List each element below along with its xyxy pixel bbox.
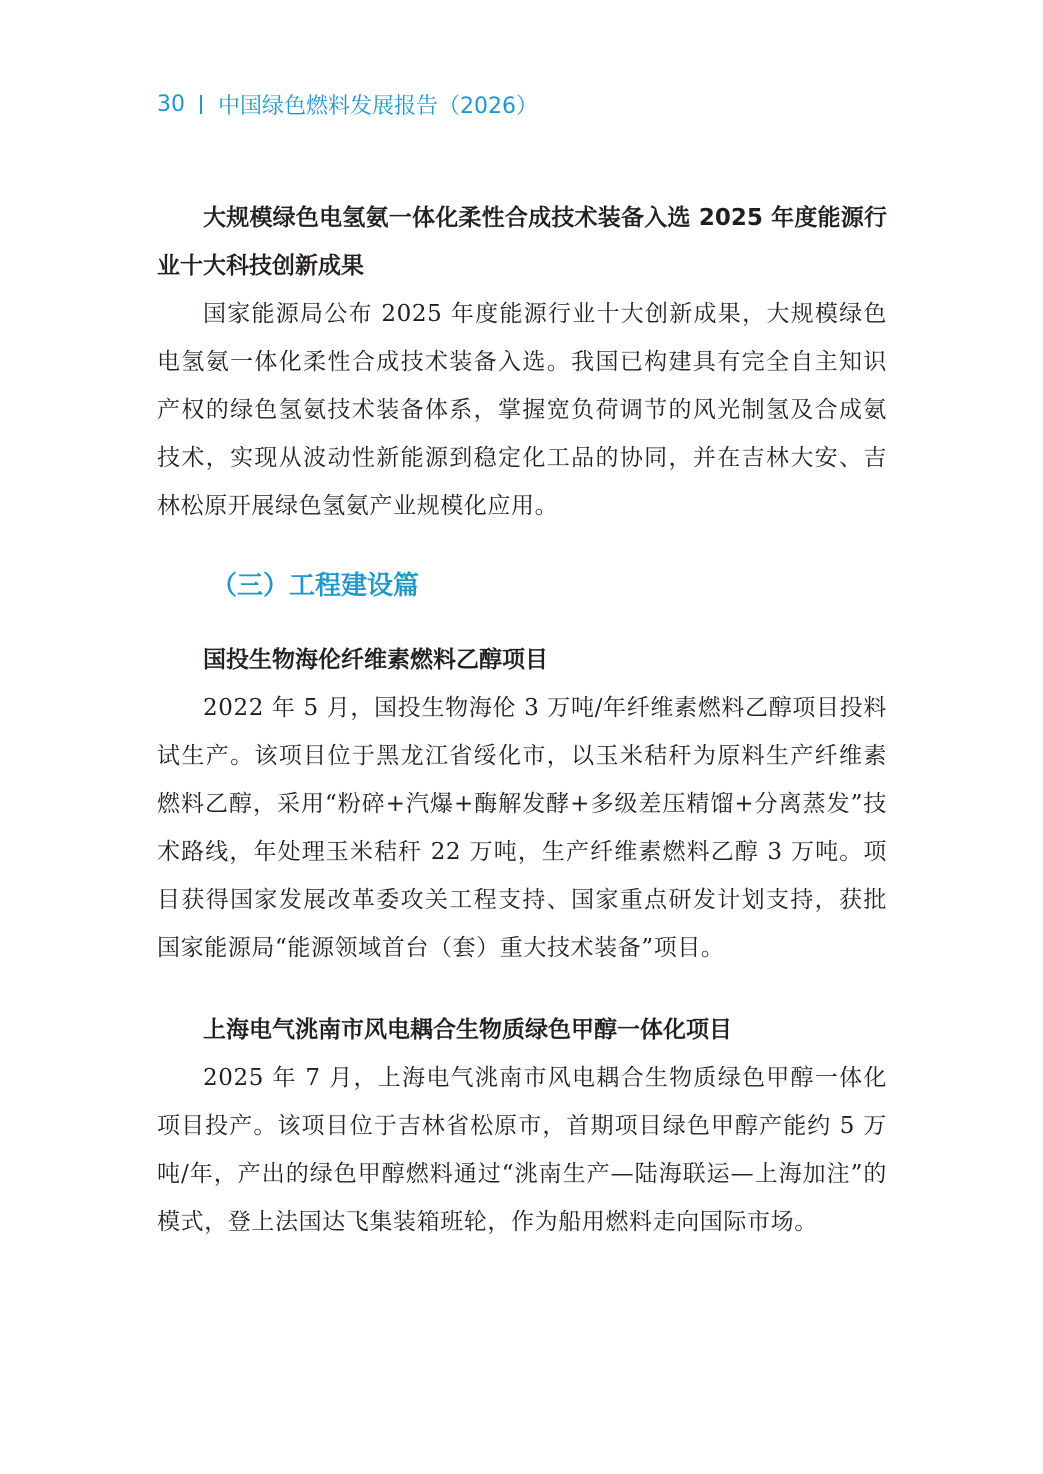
article-body-hydrogen-ammonia: 国家能源局公布 2025 年度能源行业十大创新成果，大规模绿色电氢氨一体化柔性合成技术装备入选。我国已构建具有完全自主知识产权的绿色氢氨技术装备体系，掌握宽负荷调节的风光制氢及合成氨技术，实现从波动性新能源到稳定化工品的协同，并在吉林大安、吉林松原开展绿色氢氨产业规模化应用。 (157, 301, 887, 519)
article-body-green-methanol: 2025 年 7 月，上海电气洮南市风电耦合生物质绿色甲醇一体化项目投产。该项目位于吉林省松原市，首期项目绿色甲醇产能约 5 万吨/年，产出的绿色甲醇燃料通过“洮南生产—陆海联运—上海加注”的模式，登上法国达飞集装箱班轮，作为船用燃料走向国际市场。 (157, 1065, 887, 1235)
spacer (157, 972, 887, 1006)
running-header (157, 86, 538, 122)
article-title-cellulosic-ethanol: 国投生物海伦纤维素燃料乙醇项目 (203, 647, 548, 673)
article-title-hydrogen-ammonia: 大规模绿色电氢氨一体化柔性合成技术装备入选 2025 年度能源行业十大科技创新成果 (157, 205, 887, 279)
article-body-cellulosic-ethanol: 2022 年 5 月，国投生物海伦 3 万吨/年纤维素燃料乙醇项目投料试生产。该项目位于黑龙江省绥化市，以玉米秸秆为原料生产纤维素燃料乙醇，采用“粉碎+汽爆+酶解发酵+多级差压精馏+分离蒸发”技术路线，年处理玉米秸秆 22 万吨，生产纤维素燃料乙醇 3 万吨。项目获得国家发展改革委攻关工程支持、国家重点研发计划支持，获批国家能源局“能源领域首台（套）重大技术装备”项目。 (157, 695, 887, 961)
section-heading-engineering: （三）工程建设篇 (211, 571, 420, 601)
page-body (157, 194, 887, 1246)
article-title-green-methanol: 上海电气洮南市风电耦合生物质绿色甲醇一体化项目 (203, 1017, 732, 1043)
page-number: 30 (157, 91, 185, 117)
header-divider (200, 95, 202, 114)
report-title: 中国绿色燃料发展报告（2026） (218, 93, 538, 119)
